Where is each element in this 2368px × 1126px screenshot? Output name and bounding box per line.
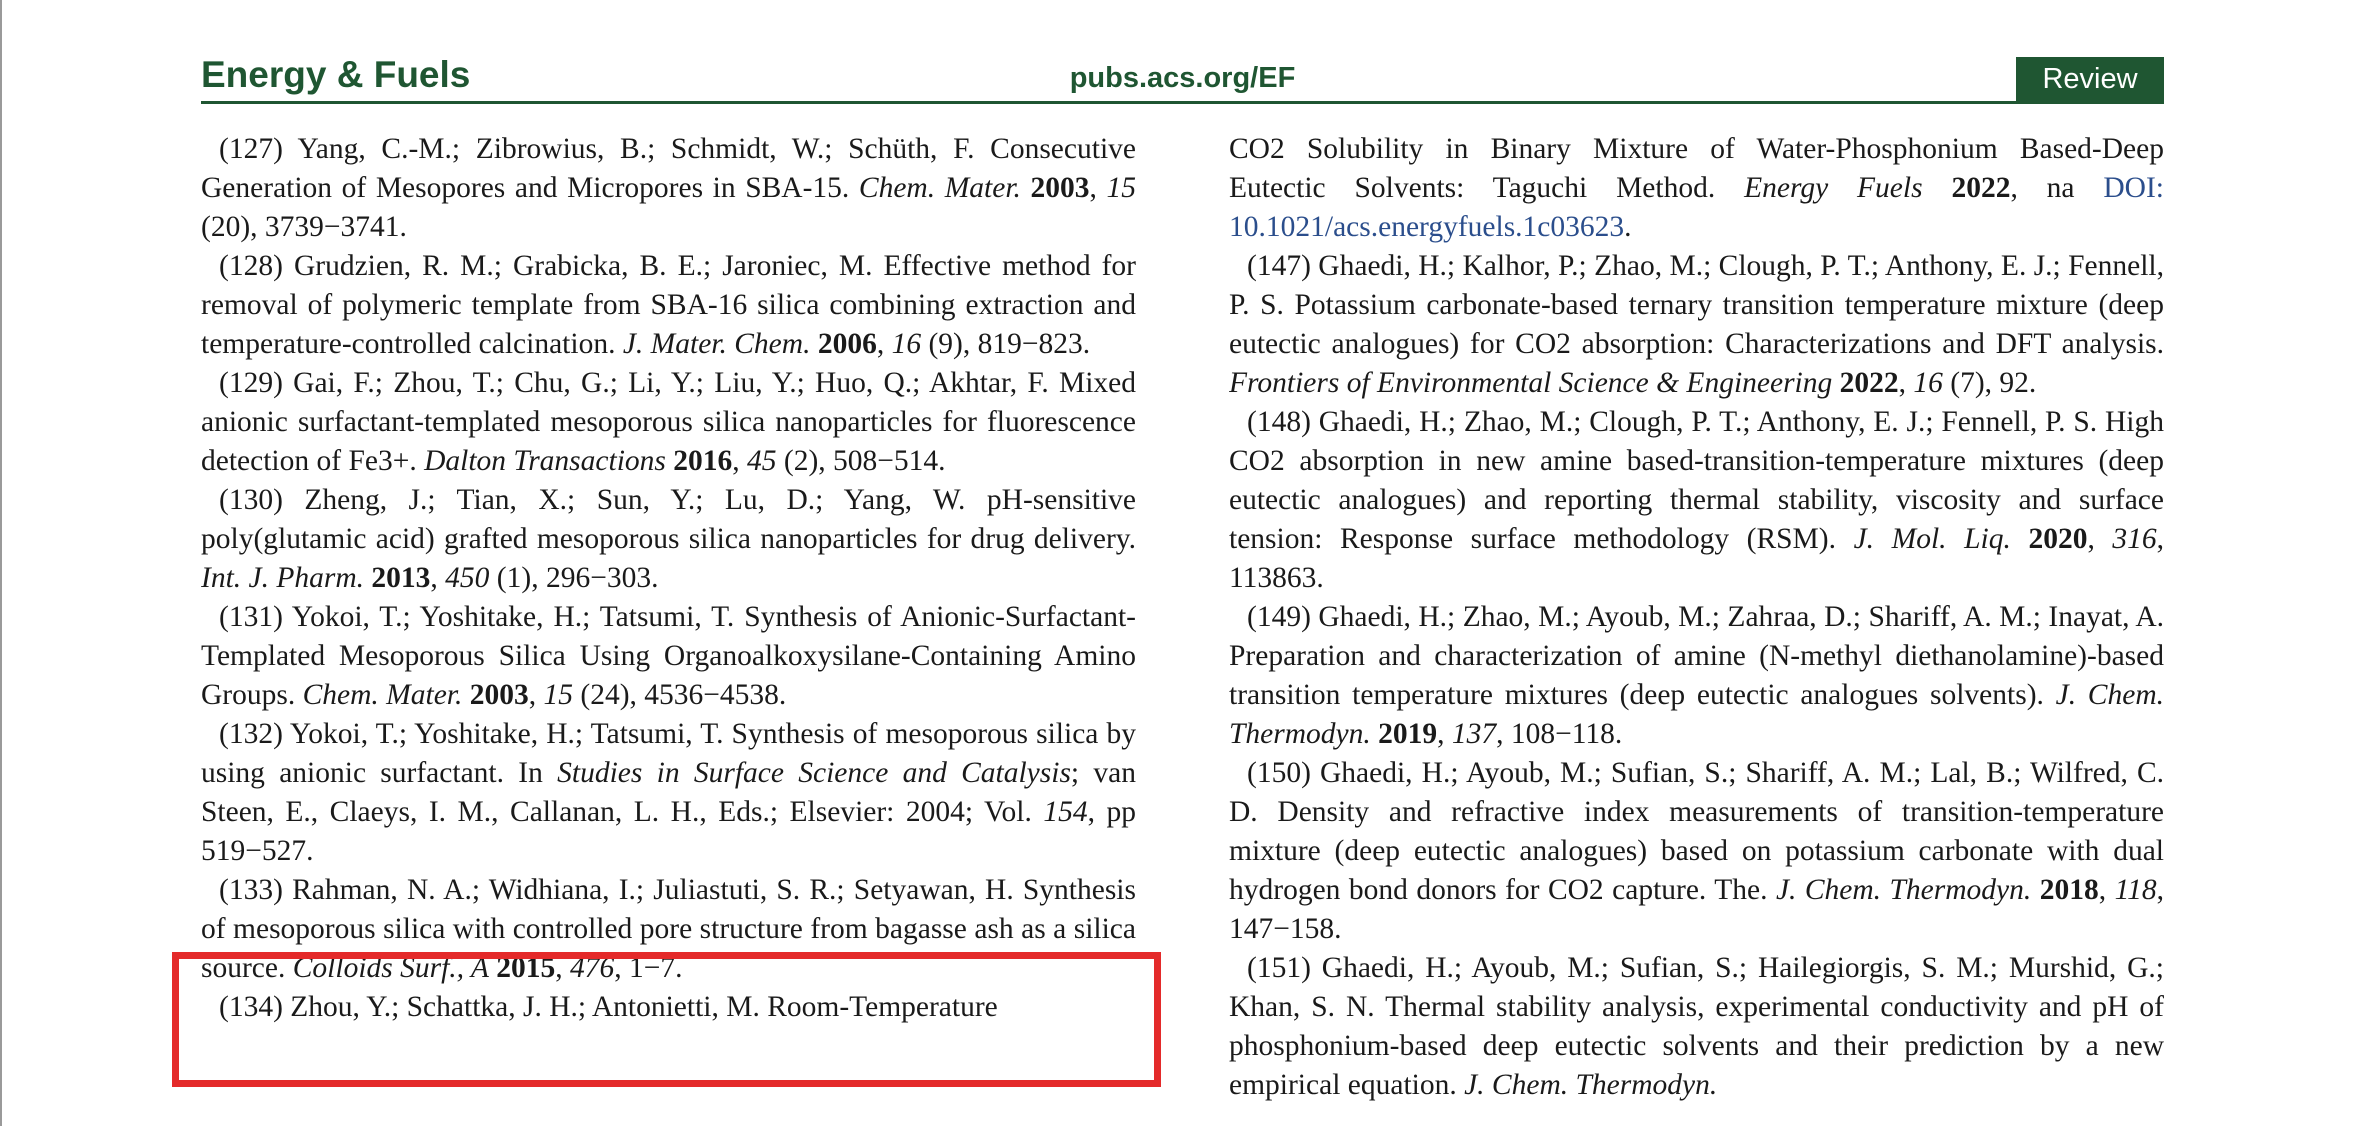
reference-item	[1229, 598, 2164, 754]
reference-text-segment: Dalton Transactions	[424, 445, 666, 477]
reference-text-segment: , 147−158.	[1229, 874, 2164, 945]
reference-number: (130)	[219, 484, 305, 516]
reference-text-segment: Chem. Mater.	[302, 679, 463, 711]
reference-text-segment: , pp 519−527.	[201, 796, 1136, 867]
reference-text-segment: Frontiers of Environmental Science & Engineering	[1229, 367, 1833, 399]
doi-link[interactable]: DOI: 10.1021/acs.energyfuels.1c03623	[1229, 172, 2164, 243]
reference-text-segment: Gai, F.; Zhou, T.; Chu, G.; Li, Y.; Liu, Y.; Huo, Q.; Akhtar, F. Mixed anionic surfactant-templated mesoporous silica nanoparticles for fluorescence detection of Fe3+.	[201, 367, 1136, 477]
reference-text-segment: (24), 4536−4538.	[573, 679, 787, 711]
reference-item	[1229, 403, 2164, 598]
reference-text-segment: , 108−118.	[1496, 718, 1623, 750]
reference-text-segment	[462, 679, 469, 711]
reference-text-segment: 16	[891, 328, 922, 360]
reference-text-segment: 2003	[1030, 172, 1090, 204]
reference-text-segment: 137	[1451, 718, 1497, 750]
reference-text-segment: (1), 296−303.	[489, 562, 659, 594]
reference-text-segment: ,	[1437, 718, 1452, 750]
reference-text-segment: , 1−7.	[614, 952, 683, 984]
reference-number: (133)	[219, 874, 293, 906]
reference-text-segment: 2020	[2028, 523, 2088, 555]
reference-text-segment: ,	[555, 952, 571, 984]
reference-text-segment: Yokoi, T.; Yoshitake, H.; Tatsumi, T. Synthesis of Anionic-Surfactant-Templated Mesoporous Silica Using Organoalkoxysilane-Containing Amino Groups.	[201, 601, 1136, 711]
article-type-badge: Review	[2016, 57, 2164, 101]
reference-text-segment: J. Chem. Thermodyn.	[1464, 1069, 1718, 1101]
reference-text-segment: 2006	[817, 328, 877, 360]
reference-text-segment: 316	[2112, 523, 2157, 555]
reference-item	[201, 364, 1136, 481]
reference-text-segment: 2019	[1378, 718, 1438, 750]
reference-item	[201, 598, 1136, 715]
reference-text-segment: ; van Steen, E., Claeys, I. M., Callanan, L. H., Eds.; Elsevier: 2004; Vol.	[201, 757, 1136, 828]
reference-text-segment: 476	[570, 952, 615, 984]
reference-text-segment: Yokoi, T.; Yoshitake, H.; Tatsumi, T. Synthesis of mesoporous silica by using anionic surfactant. In	[201, 718, 1136, 789]
reference-item	[201, 130, 1136, 247]
reference-text-segment: ,	[430, 562, 446, 594]
page-header	[201, 54, 2164, 102]
reference-text-segment	[2031, 874, 2039, 906]
reference-text-segment: 450	[445, 562, 490, 594]
reference-number: (128)	[219, 250, 294, 282]
references-column-right	[1229, 130, 2164, 1126]
reference-item	[201, 715, 1136, 871]
reference-item	[201, 481, 1136, 598]
reference-number: (132)	[219, 718, 290, 750]
reference-text-segment: Colloids Surf., A	[292, 952, 489, 984]
reference-number: (150)	[1247, 757, 1320, 789]
reference-text-segment: ,	[528, 679, 544, 711]
reference-text-segment: Studies in Surface Science and Catalysis	[557, 757, 1071, 789]
reference-text-segment: ,	[2087, 523, 2113, 555]
highlight-box-reference-133	[172, 952, 1161, 1087]
reference-text-segment: ,	[876, 328, 892, 360]
reference-text-segment	[810, 328, 817, 360]
reference-text-segment: J. Mol. Liq.	[1853, 523, 2011, 555]
reference-number: (147)	[1247, 250, 1319, 282]
reference-text-segment: 16	[1913, 367, 1943, 399]
reference-number: (149)	[1247, 601, 1319, 633]
reference-text-segment: , 113863.	[1229, 523, 2164, 594]
reference-number: (131)	[219, 601, 292, 633]
reference-text-segment: 2018	[2039, 874, 2099, 906]
reference-text-segment: 118	[2114, 874, 2157, 906]
reference-text-segment: 2016	[673, 445, 733, 477]
reference-text-segment: 45	[747, 445, 777, 477]
reference-text-segment: ,	[2098, 874, 2115, 906]
reference-text-segment: Ghaedi, H.; Kalhor, P.; Zhao, M.; Clough, P. T.; Anthony, E. J.; Fennell, P. S. Potassium carbonate-based ternary transition temperature mixture (deep eutectic analogues) for CO2 absorption: Characterizations and DFT analysis.	[1229, 250, 2164, 360]
reference-text-segment: 2013	[371, 562, 431, 594]
reference-text-segment: (9), 819−823.	[921, 328, 1091, 360]
reference-text-segment: 154	[1043, 796, 1088, 828]
reference-text-segment: Yang, C.-M.; Zibrowius, B.; Schmidt, W.; Schüth, F. Consecutive Generation of Mesopores and Micropores in SBA-15.	[201, 133, 1136, 204]
reference-continuation	[1229, 130, 2164, 247]
reference-text-segment	[1832, 367, 1839, 399]
reference-text-segment: J. Chem. Thermodyn.	[1775, 874, 2032, 906]
reference-number: (148)	[1247, 406, 1319, 438]
reference-text-segment	[2011, 523, 2029, 555]
reference-item	[201, 247, 1136, 364]
reference-text-segment: J. Mater. Chem.	[622, 328, 811, 360]
reference-text-segment: Rahman, N. A.; Widhiana, I.; Juliastuti, S. R.; Setyawan, H. Synthesis of mesoporous silica with controlled pore structure from bagasse ash as a silica source.	[201, 874, 1136, 984]
reference-text-segment: Zhou, Y.; Schattka, J. H.; Antonietti, M. Room-Temperature	[290, 991, 998, 1023]
reference-text-segment: 2022	[1951, 172, 2011, 204]
reference-item	[1229, 754, 2164, 949]
reference-text-segment: Chem. Mater.	[858, 172, 1021, 204]
reference-item	[1229, 247, 2164, 403]
reference-text-segment: 2003	[469, 679, 529, 711]
reference-text-segment: CO2 Solubility in Binary Mixture of Water-Phosphonium Based-Deep Eutectic Solvents: Taguchi Method.	[1229, 133, 2164, 204]
header-rule	[201, 101, 2164, 104]
reference-text-segment: 15	[543, 679, 574, 711]
reference-number: (129)	[219, 367, 294, 399]
reference-text-segment: (7), 92.	[1942, 367, 2037, 399]
reference-text-segment: ,	[1898, 367, 1914, 399]
reference-item	[1229, 949, 2164, 1105]
reference-text-segment: (2), 508−514.	[776, 445, 946, 477]
reference-text-segment: 15	[1106, 172, 1136, 204]
reference-text-segment: Grudzien, R. M.; Grabicka, B. E.; Jaroniec, M. Effective method for removal of polymeric template from SBA-16 silica combining extraction and temperature-controlled calcination.	[201, 250, 1136, 360]
reference-text-segment: , na	[2010, 172, 2104, 204]
reference-text-segment: 2022	[1839, 367, 1899, 399]
reference-text-segment	[1021, 172, 1031, 204]
reference-text-segment: J. Chem. Thermodyn.	[1229, 679, 2164, 750]
viewer-left-edge	[0, 0, 2, 1126]
reference-number: (134)	[219, 991, 291, 1023]
journal-site[interactable]: pubs.acs.org/EF	[1069, 62, 1296, 94]
reference-text-segment: 2015	[496, 952, 556, 984]
reference-text-segment: (20), 3739−3741.	[201, 211, 407, 243]
reference-text-segment: ,	[1089, 172, 1107, 204]
reference-text-segment: Ghaedi, H.; Zhao, M.; Clough, P. T.; Anthony, E. J.; Fennell, P. S. High CO2 absorption in new amine based-transition-temperature mixtures (deep eutectic analogues) and reporting thermal stability, viscosity and surface tension: Response surface methodology (RSM).	[1229, 406, 2164, 555]
reference-text-segment: Energy Fuels	[1744, 172, 1923, 204]
reference-number: (151)	[1247, 952, 1322, 984]
reference-text-segment: Ghaedi, H.; Ayoub, M.; Sufian, S.; Hailegiorgis, S. M.; Murshid, G.; Khan, S. N. Thermal stability analysis, experimental conductivity and pH of phosphonium-based deep eutectic solvents and their prediction by a new empirical equation.	[1229, 952, 2164, 1101]
reference-text-segment: Zheng, J.; Tian, X.; Sun, Y.; Lu, D.; Yang, W. pH-sensitive poly(glutamic acid) grafted mesoporous silica nanoparticles for drug delivery.	[201, 484, 1136, 555]
reference-text-segment: Int. J. Pharm.	[201, 562, 365, 594]
reference-text-segment	[1923, 172, 1952, 204]
reference-number: (127)	[219, 133, 298, 165]
journal-name: Energy & Fuels	[201, 54, 471, 95]
reference-text-segment: .	[1624, 211, 1632, 243]
reference-text-segment: Ghaedi, H.; Ayoub, M.; Sufian, S.; Shariff, A. M.; Lal, B.; Wilfred, C. D. Density and refractive index measurements of transition-temperature mixture (deep eutectic analogues) based on potassium carbonate with dual hydrogen bond donors for CO2 capture. The.	[1229, 757, 2164, 906]
reference-text-segment: Ghaedi, H.; Zhao, M.; Ayoub, M.; Zahraa, D.; Shariff, A. M.; Inayat, A. Preparation and characterization of amine (N-methyl diethanolamine)-based transition temperature mixtures (deep eutectic analogues solvents).	[1229, 601, 2164, 711]
reference-text-segment: ,	[732, 445, 747, 477]
